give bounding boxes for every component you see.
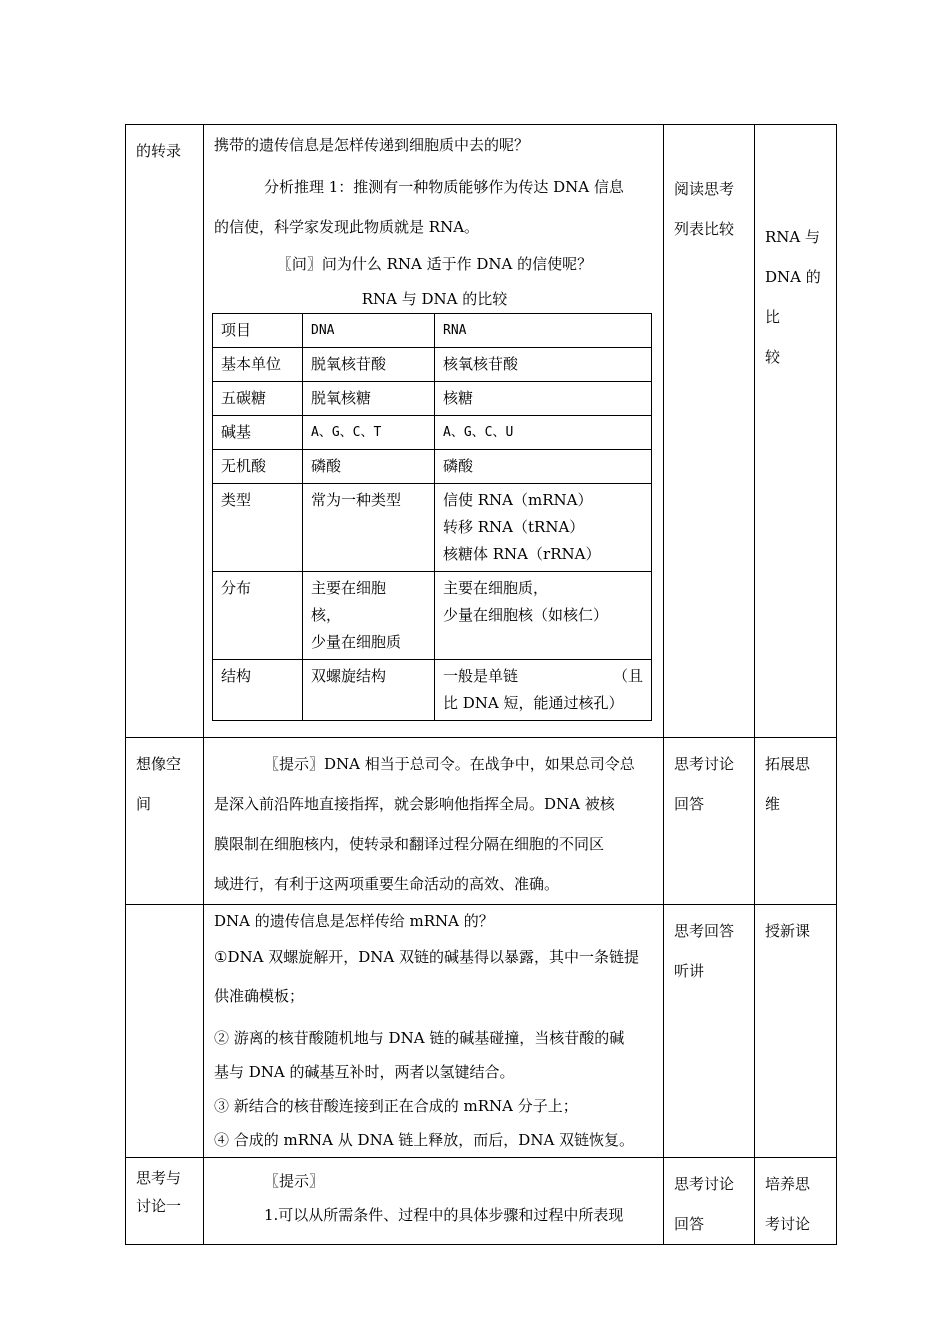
table-header-row (213, 314, 652, 348)
row-rna (435, 572, 652, 660)
stage-line-2: 间 (136, 795, 152, 813)
hint-line-3: 膜限制在细胞核内，使转录和翻译过程分隔在细胞的不同区 (214, 835, 605, 853)
activity-line-1: 思考讨论 (674, 755, 735, 773)
row-rna: 磷酸 (435, 450, 652, 484)
stage-cell (126, 125, 204, 738)
header-rna: RNA (435, 314, 652, 348)
row-dna: A、G、C、T (303, 416, 435, 450)
row-rna: A、G、C、U (435, 416, 652, 450)
content-cell (204, 905, 664, 1158)
step-4: ④ 合成的 mRNA 从 DNA 链上释放，而后，DNA 双链恢复。 (214, 1131, 635, 1149)
table-row (213, 382, 652, 416)
rna-dist-2: 少量在细胞核（如核仁） (443, 606, 609, 624)
row-item: 类型 (213, 484, 303, 572)
purpose-line-3: 较 (765, 348, 781, 366)
row-dna: 双螺旋结构 (303, 660, 435, 721)
header-item: 项目 (213, 314, 303, 348)
discussion-line-1: 1.可以从所需条件、过程中的具体步骤和过程中所表现 (264, 1206, 624, 1224)
rna-dna-comparison-table (212, 313, 652, 721)
header-dna: DNA (303, 314, 435, 348)
row-discussion (126, 1158, 837, 1245)
table-row (213, 572, 652, 660)
table-row (213, 450, 652, 484)
content-cell (204, 125, 664, 738)
purpose-line-1: 培养思 (765, 1175, 811, 1193)
stage-cell (126, 738, 204, 905)
content-cell (204, 738, 664, 905)
stage-cell (126, 905, 204, 1158)
purpose-line-1: RNA 与 (765, 228, 821, 246)
activity-cell (664, 738, 755, 905)
row-dna: 常为一种类型 (303, 484, 435, 572)
row-item: 分布 (213, 572, 303, 660)
purpose-cell (755, 125, 837, 738)
row-item: 碱基 (213, 416, 303, 450)
purpose-cell (755, 1158, 837, 1245)
row-transcription (126, 125, 837, 738)
row-rna: 核氧核苷酸 (435, 348, 652, 382)
row-item: 基本单位 (213, 348, 303, 382)
hint-line-1: 〖提示〗DNA 相当于总司令。在战争中，如果总司令总 (264, 755, 635, 773)
purpose-cell (755, 905, 837, 1158)
activity-line-2: 列表比较 (674, 220, 735, 238)
rna-struct-2: 比 DNA 短，能通过核孔） (443, 694, 624, 712)
purpose-line-2: DNA 的比 (765, 268, 821, 326)
row-rna: 核糖 (435, 382, 652, 416)
step-2b: 基与 DNA 的碱基互补时，两者以氢键结合。 (214, 1063, 515, 1081)
activity-line-1: 思考回答 (674, 922, 735, 940)
dna-dist-3: 少量在细胞质 (311, 633, 402, 651)
stage-line-2: 讨论一 (136, 1197, 182, 1215)
activity-cell (664, 1158, 755, 1245)
hint-line-2: 是深入前沿阵地直接指挥，就会影响他指挥全局。DNA 被核 (214, 795, 615, 813)
ask-text: 〖问〗问为什么 RNA 适于作 DNA 的信使呢？ (276, 255, 593, 273)
hint-line-4: 域进行，有利于这两项重要生命活动的高效、准确。 (214, 875, 560, 893)
step-1b: 供准确模板； (214, 987, 305, 1005)
row-dna: 脱氧核糖 (303, 382, 435, 416)
row-rna (435, 484, 652, 572)
dna-dist-2: 核， (311, 606, 342, 624)
table-row (213, 348, 652, 382)
hint-label: 〖提示〗 (264, 1172, 325, 1190)
activity-cell (664, 905, 755, 1158)
analysis-text: 分析推理 1：推测有一种物质能够作为传达 DNA 信息 (264, 178, 624, 196)
row-mrna-process (126, 905, 837, 1158)
lesson-table (125, 124, 837, 1245)
rna-type-3: 核糖体 RNA（rRNA） (443, 545, 601, 563)
row-imagination (126, 738, 837, 905)
step-1a: ①DNA 双螺旋解开，DNA 双链的碱基得以暴露，其中一条链提 (214, 948, 639, 966)
stage-line-1: 想像空 (136, 755, 182, 773)
purpose-cell (755, 738, 837, 905)
activity-line-2: 听讲 (674, 962, 705, 980)
table-row (213, 416, 652, 450)
table-row (213, 484, 652, 572)
dna-dist-1: 主要在细胞 (311, 579, 387, 597)
rna-dist-1: 主要在细胞质， (443, 579, 549, 597)
row-dna (303, 572, 435, 660)
stage-label: 的转录 (136, 142, 182, 160)
row-item: 无机酸 (213, 450, 303, 484)
rna-type-2: 转移 RNA（tRNA） (443, 518, 585, 536)
stage-line-1: 思考与 (136, 1169, 182, 1187)
step-2a: ② 游离的核苷酸随机地与 DNA 链的碱基碰撞，当核苷酸的碱 (214, 1029, 625, 1047)
analysis-text-2: 的信使，科学家发现此物质就是 RNA。 (214, 218, 480, 236)
table-row (213, 660, 652, 721)
activity-line-2: 回答 (674, 795, 705, 813)
row-dna: 磷酸 (303, 450, 435, 484)
step-3: ③ 新结合的核苷酸连接到正在合成的 mRNA 分子上； (214, 1097, 578, 1115)
activity-line-1: 阅读思考 (674, 180, 735, 198)
activity-cell (664, 125, 755, 738)
row-dna: 脱氧核苷酸 (303, 348, 435, 382)
mrna-question: DNA 的遗传信息是怎样传给 mRNA 的？ (214, 912, 494, 930)
stage-cell (126, 1158, 204, 1245)
row-rna (435, 660, 652, 721)
purpose-line-2: 维 (765, 795, 781, 813)
activity-line-2: 回答 (674, 1215, 705, 1233)
question-text: 携带的遗传信息是怎样传递到细胞质中去的呢？ (214, 136, 530, 154)
activity-line-1: 思考讨论 (674, 1175, 735, 1193)
row-item: 结构 (213, 660, 303, 721)
purpose-line-2: 考讨论 (765, 1215, 811, 1233)
purpose-line-1: 拓展思 (765, 755, 811, 773)
rna-type-1: 信使 RNA（mRNA） (443, 491, 593, 509)
purpose-line-1: 授新课 (765, 922, 811, 940)
row-item: 五碳糖 (213, 382, 303, 416)
content-cell (204, 1158, 664, 1245)
rna-struct-1a: 一般是单链 (443, 667, 519, 685)
rna-struct-1b: （且 (612, 667, 643, 685)
comparison-title: RNA 与 DNA 的比较 (361, 290, 508, 308)
